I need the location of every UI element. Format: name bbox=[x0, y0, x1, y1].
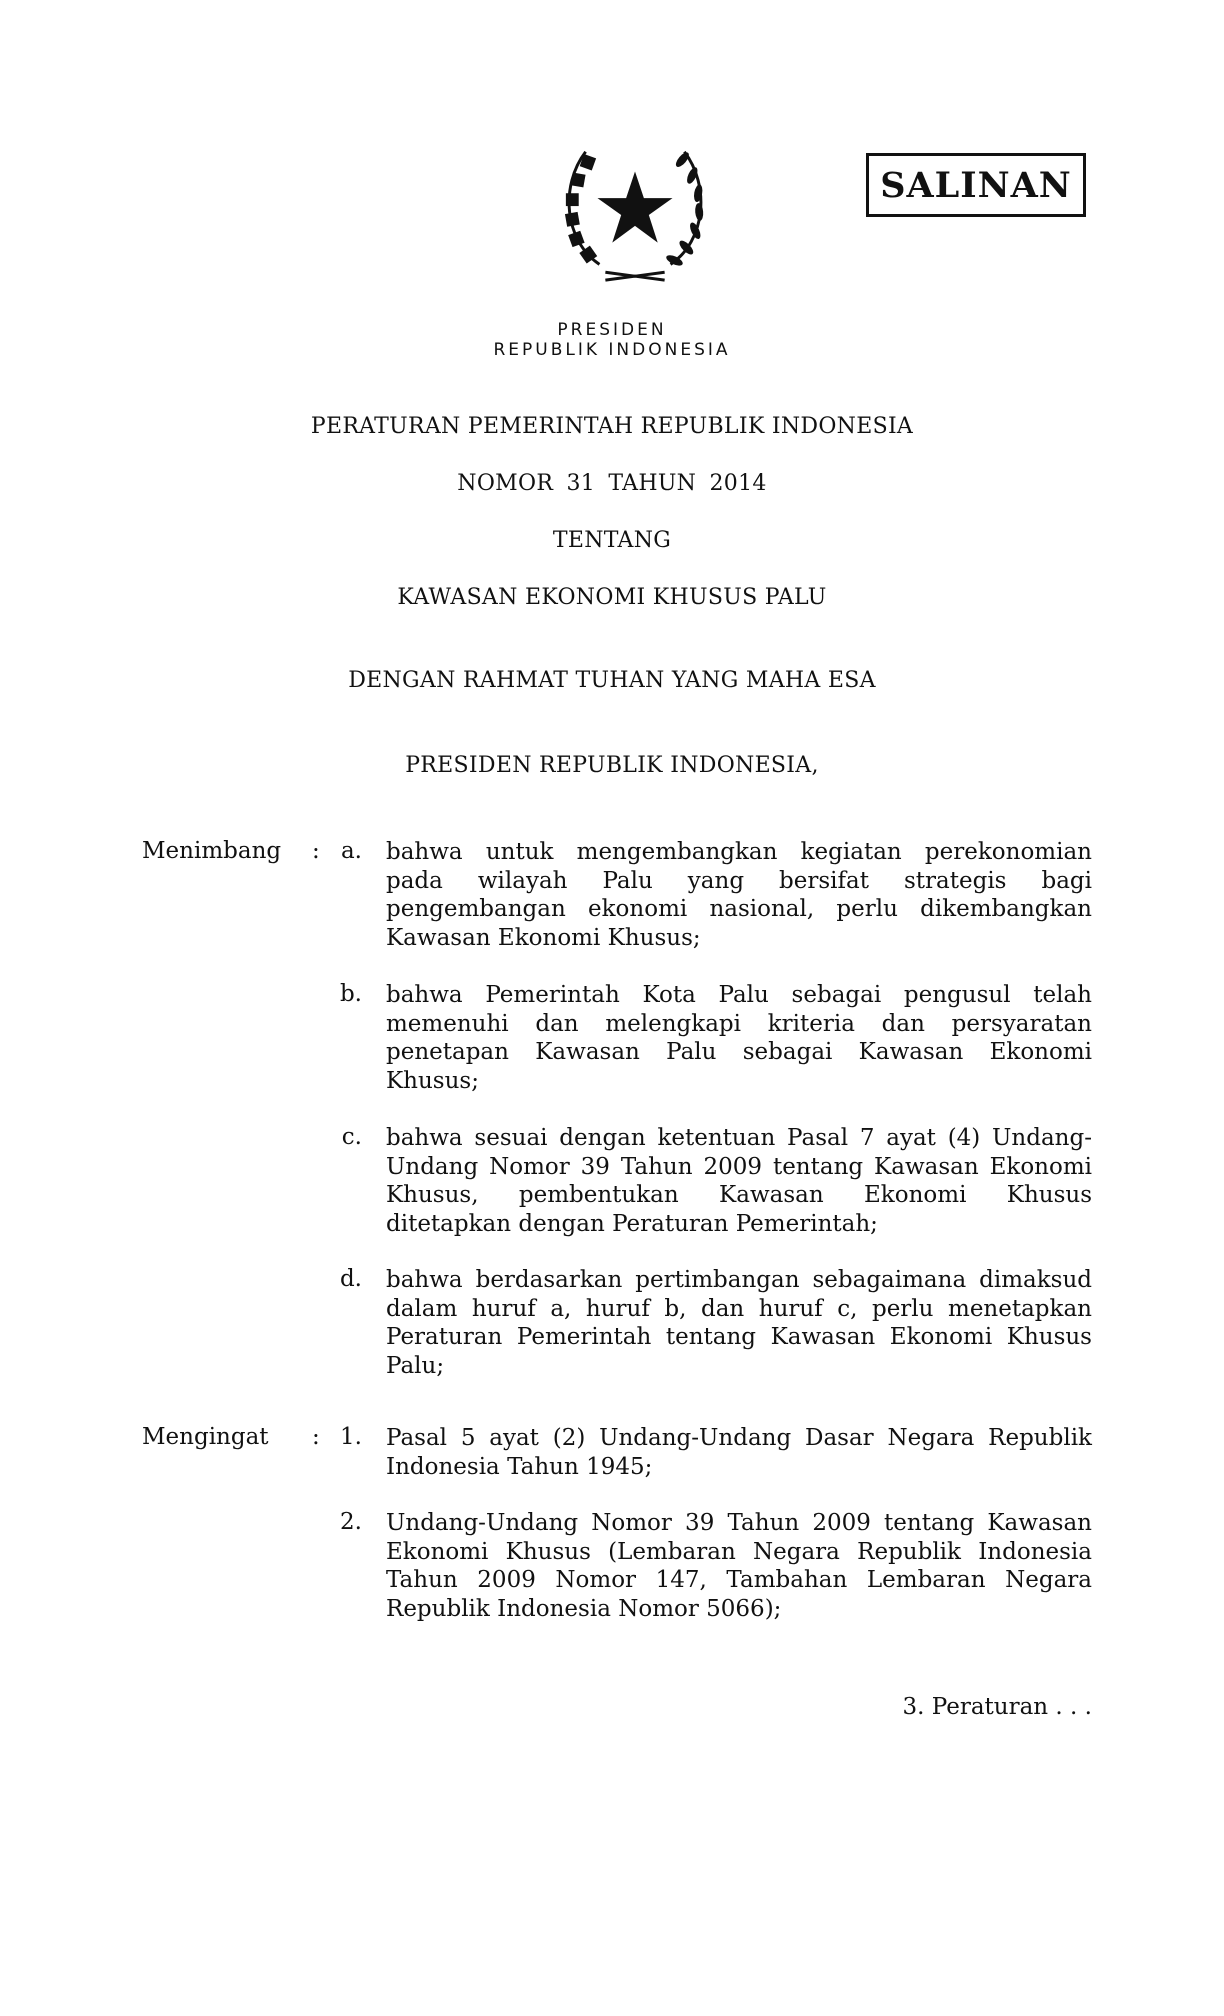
menimbang-marker-a: a. bbox=[340, 838, 362, 864]
regulation-subject: KAWASAN EKONOMI KHUSUS PALU bbox=[397, 585, 827, 610]
mengingat-colon: : bbox=[312, 1424, 320, 1450]
salinan-stamp: SALINAN bbox=[866, 153, 1086, 217]
menimbang-item-d: bahwa berdasarkan pertimbangan sebagaimana dimaksud dalam huruf a, huruf b, dan huruf c, perlu menetapkan Peraturan Pemerintah tentang Kawasan Ekonomi Khusus Palu; bbox=[386, 1267, 1092, 1379]
menimbang-marker-c: c. bbox=[341, 1124, 362, 1150]
menimbang-item-b: bahwa Pemerintah Kota Palu sebagai pengusul telah memenuhi dan melengkapi kriteria dan persyaratan penetapan Kawasan Palu sebagai Kawasan Ekonomi Khusus; bbox=[386, 982, 1092, 1094]
mengingat-item-1: Pasal 5 ayat (2) Undang-Undang Dasar Negara Republik Indonesia Tahun 1945; bbox=[386, 1425, 1092, 1480]
mengingat-label: Mengingat bbox=[142, 1424, 269, 1450]
garuda-star-emblem-icon bbox=[556, 136, 714, 288]
menimbang-marker-b: b. bbox=[339, 981, 362, 1007]
issuer: PRESIDEN REPUBLIK INDONESIA, bbox=[405, 753, 819, 778]
mengingat-marker-1: 1. bbox=[340, 1424, 362, 1450]
regulation-title: PERATURAN PEMERINTAH REPUBLIK INDONESIA bbox=[310, 414, 914, 439]
institution-line-1: PRESIDEN bbox=[557, 320, 667, 340]
regulation-number: NOMOR 31 TAHUN 2014 bbox=[457, 471, 767, 496]
invocation: DENGAN RAHMAT TUHAN YANG MAHA ESA bbox=[348, 668, 876, 693]
menimbang-marker-d: d. bbox=[339, 1266, 362, 1292]
menimbang-item-c: bahwa sesuai dengan ketentuan Pasal 7 ayat (4) Undang-Undang Nomor 39 Tahun 2009 tentang Kawasan Ekonomi Khusus, pembentukan Kawasan Ekonomi Khusus ditetapkan dengan Peraturan Pemerintah; bbox=[386, 1125, 1092, 1237]
menimbang-item-a: bahwa untuk mengembangkan kegiatan perekonomian pada wilayah Palu yang bersifat strategis bagi pengembangan ekonomi nasional, perlu dikembangkan Kawasan Ekonomi Khusus; bbox=[386, 839, 1092, 951]
menimbang-label: Menimbang bbox=[142, 838, 282, 864]
institution-line-2: REPUBLIK INDONESIA bbox=[493, 340, 731, 360]
page-continuation: 3. Peraturan . . . bbox=[902, 1694, 1092, 1720]
mengingat-item-2: Undang-Undang Nomor 39 Tahun 2009 tentang Kawasan Ekonomi Khusus (Lembaran Negara Republik Indonesia Tahun 2009 Nomor 147, Tambahan Lembaran Negara Republik Indonesia Nomor 5066); bbox=[386, 1510, 1092, 1622]
mengingat-marker-2: 2. bbox=[340, 1509, 362, 1535]
about-label: TENTANG bbox=[552, 528, 672, 553]
menimbang-colon: : bbox=[312, 838, 320, 864]
